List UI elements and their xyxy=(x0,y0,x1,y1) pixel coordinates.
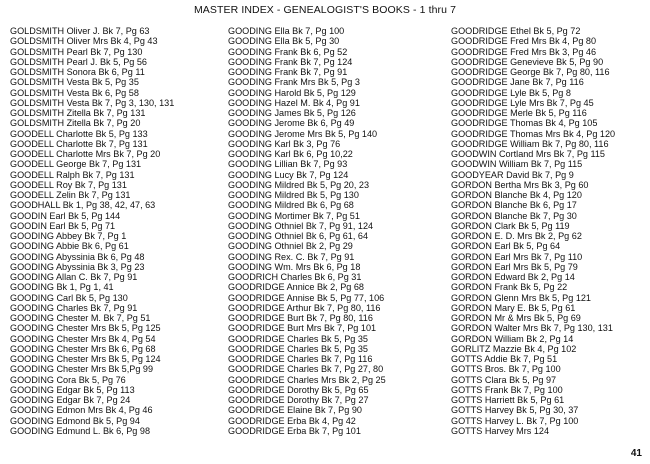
index-entry: GOODRIDGE Erba Bk 7, Pg 101 xyxy=(228,424,361,436)
index-entry: GOLDSMITH Vesta Bk 6, Pg 58 xyxy=(10,86,139,98)
index-entry: GOODRIDGE Erba Bk 4, Pg 42 xyxy=(228,414,356,426)
index-entry: GOODRIDGE Fred Mrs Bk 3, Pg 46 xyxy=(451,45,597,57)
index-entry: GOODING Othniel Bk 6, Pg 61, 64 xyxy=(228,230,369,241)
index-entry: GOTTS Clara Bk 5, Pg 97 xyxy=(451,373,557,385)
index-entry: GOODING Chester Mrs Bk 6, Pg 68 xyxy=(10,342,156,354)
index-entry: GOTTS Bros. Bk 7, Pg 100 xyxy=(451,363,561,375)
index-entry: GORDON Blanche Bk 7, Pg 30 xyxy=(451,209,577,221)
index-entry: GOODRIDGE William Bk 7, Pg 80, 116 xyxy=(451,137,609,149)
index-column-2 xyxy=(228,26,443,436)
index-entry: GOODING Karl Bk 6, Pg 10,22 xyxy=(228,148,353,159)
index-entry: GOODING Chester M. Bk 7, Pg 51 xyxy=(10,312,151,323)
index-entry: GOODRIDGE Lyle Bk 5, Pg 8 xyxy=(451,86,571,98)
index-entry: GOODRIDGE Charles Bk 5, Pg 35 xyxy=(228,332,368,344)
index-entry: GOLDSMITH Sonora Bk 6, Pg 11 xyxy=(10,66,145,77)
index-entry: GORDON Earl Mrs Bk 7, Pg 110 xyxy=(451,250,583,262)
index-entry: GOODING Allan C. Bk 7, Pg 91 xyxy=(10,271,138,282)
page-header: MASTER INDEX - GENEALOGIST'S BOOKS - 1 thru 7 xyxy=(193,4,457,16)
index-entry: GORDON Earl Mrs Bk 5, Pg 79 xyxy=(451,260,578,272)
index-entry: GOODRIDGE Burt Mrs Bk 7, Pg 101 xyxy=(228,322,377,334)
index-entry: GOODING Harold Bk 5, Pg 129 xyxy=(228,86,356,98)
index-entry: GOODRIDGE Annice Bk 2, Pg 68 xyxy=(228,281,364,293)
index-entry: GOODRIDGE Thomas Bk 4, Pg 105 xyxy=(451,117,598,129)
index-entry: GOODING Bk 1, Pg 1, 41 xyxy=(10,281,114,293)
index-entry: GOODING Chester Mrs Bk 4, Pg 54 xyxy=(10,332,156,344)
index-entry: GORDON E. D. Mrs Bk 2, Pg 62 xyxy=(451,230,582,241)
index-entry: GOODING Chester Mrs Bk 5,Pg 99 xyxy=(10,363,154,375)
index-entry: GOODELL Charlotte Bk 5, Pg 133 xyxy=(10,127,148,139)
index-entry: GOODING Ella Bk 7, Pg 100 xyxy=(228,25,345,36)
index-entry: GORLITZ Mazzie Bk 4, Pg 102 xyxy=(451,342,577,354)
index-entry: GOODIN Earl Bk 5, Pg 71 xyxy=(10,219,116,231)
index-entry: GOODING Edgar Bk 5, Pg 113 xyxy=(10,383,135,395)
index-entry: GOLDSMITH Pearl J. Bk 5, Pg 56 xyxy=(10,55,147,67)
index-entry: GOODING Lillian Bk 7, Pg 93 xyxy=(228,158,348,170)
index-entry: GOODING Carl Bk 5, Pg 130 xyxy=(10,291,128,303)
index-entry: GOODING Abyssinia Bk 3, Pg 23 xyxy=(10,260,145,272)
index-entry: GOODING Karl Bk 3, Pg 76 xyxy=(228,137,341,149)
index-entry: GOLDSMITH Vesta Bk 7, Pg 3, 130, 131 xyxy=(10,96,175,108)
index-entry: GOODING Abbie Bk 6, Pg 61 xyxy=(10,240,129,252)
index-entry: GOODRIDGE Thomas Mrs Bk 4, Pg 120 xyxy=(451,127,616,139)
index-entry: GORDON Mr & Mrs Bk 5, Pg 69 xyxy=(451,312,581,323)
index-entry: GORDON Blanche Bk 4, Pg 120 xyxy=(451,189,582,200)
index-entry: GOODING Othniel Bk 7, Pg 91, 124 xyxy=(228,219,374,231)
index-entry: GOODING Edmund L. Bk 6, Pg 98 xyxy=(10,424,151,436)
index-entry: GORDON Walter Mrs Bk 7, Pg 130, 131 xyxy=(451,322,613,334)
index-entry: GORDON Frank Bk 5, Pg 22 xyxy=(451,281,568,293)
index-entry: GOLDSMITH Zitella Bk 7, Pg 20 xyxy=(10,117,141,129)
index-entry: GOODWIN William Bk 7, Pg 115 xyxy=(451,158,583,170)
index-entry: GOODIN Earl Bk 5, Pg 144 xyxy=(10,209,121,221)
index-entry: GOODRIDGE Charles Bk 7, Pg 116 xyxy=(228,353,373,364)
index-entry: GOODELL Charlotte Bk 7, Pg 131 xyxy=(10,137,148,149)
index-entry: GOODING Frank Bk 7, Pg 91 xyxy=(228,66,348,77)
index-entry: GORDON Blanche Bk 6, Pg 17 xyxy=(451,199,577,211)
index-entry: GOODING Mortimer Bk 7, Pg 51 xyxy=(228,209,360,221)
index-column-1 xyxy=(10,26,220,436)
page-number: 41 xyxy=(630,448,642,459)
index-entry: GOTTS Frank Bk 7, Pg 100 xyxy=(451,383,563,395)
index-entry: GOODRIDGE Charles Mrs Bk 2, Pg 25 xyxy=(228,373,386,385)
index-entry: GOODING Rex. C. Bk 7, Pg 91 xyxy=(228,250,355,262)
index-entry: GOLDSMITH Zitella Bk 7, Pg 131 xyxy=(10,107,146,118)
index-entry: GOLDSMITH Oliver J. Bk 7, Pg 63 xyxy=(10,25,150,36)
index-entry: GOODING Mildred Bk 5, Pg 20, 23 xyxy=(228,178,370,190)
index-entry: GOODING Chester Mrs Bk 5, Pg 124 xyxy=(10,353,161,364)
index-entry: GOODRIDGE Burt Bk 7, Pg 80, 116 xyxy=(228,312,373,323)
index-entry: GOLDSMITH Oliver Mrs Bk 4, Pg 43 xyxy=(10,35,158,47)
index-column-3 xyxy=(451,26,649,436)
index-entry: GOODELL Roy Bk 7, Pg 131 xyxy=(10,178,127,190)
index-entry: GOODRIDGE Charles Bk 7, Pg 27, 80 xyxy=(228,363,384,375)
index-entry: GOTTS Addie Bk 7, Pg 51 xyxy=(451,353,558,364)
index-entry: GOODING Frank Bk 6, Pg 52 xyxy=(228,45,348,57)
index-entry: GORDON Glenn Mrs Bk 5, Pg 121 xyxy=(451,291,591,303)
index-entry: GOODING Wm. Mrs Bk 6, Pg 18 xyxy=(228,260,361,272)
index-entry: GOODRIDGE Annise Bk 5, Pg 77, 106 xyxy=(228,291,385,303)
index-entry: GOTTS Harriett Bk 5, Pg 61 xyxy=(451,394,565,405)
index-entry: GOODRIDGE Jane Bk 7, Pg 116 xyxy=(451,76,584,88)
index-entry: GORDON Clark Bk 5, Pg 119 xyxy=(451,219,570,231)
index-entry: GOODING Ella Bk 5, Pg 30 xyxy=(228,35,340,47)
index-entry: GOODING Edmon Mrs Bk 4, Pg 46 xyxy=(10,404,153,416)
index-entry: GOODING Abbey Bk 7, Pg 1 xyxy=(10,230,127,241)
index-entry: GOODRICH Charles Bk 6, Pg 31 xyxy=(228,271,362,282)
index-entry: GOODING Mildred Bk 5, Pg 130 xyxy=(228,189,359,200)
index-entry: GOLDSMITH Vesta Bk 5, Pg 35 xyxy=(10,76,139,88)
index-entry: GOODELL Ralph Bk 7, Pg 131 xyxy=(10,168,135,180)
index-entry: GOODING Charles Bk 7, Pg 91 xyxy=(10,301,138,313)
index-entry: GOTTS Harvey Bk 5, Pg 30, 37 xyxy=(451,404,579,416)
index-entry: GOODWIN Cortland Mrs Bk 7, Pg 115 xyxy=(451,148,605,159)
index-entry: GOODING Chester Mrs Bk 5, Pg 125 xyxy=(10,322,161,334)
index-entry: GOODELL George Bk 7, Pg 131 xyxy=(10,158,142,170)
index-entry: GOODING Cora Bk 5, Pg 76 xyxy=(10,373,126,385)
index-entry: GOODING Frank Bk 7, Pg 124 xyxy=(228,55,353,67)
index-entry: GOODRIDGE Dorothy Bk 5, Pg 65 xyxy=(228,383,369,395)
index-entry: GOLDSMITH Pearl Bk 7, Pg 130 xyxy=(10,45,143,57)
index-entry: GOODRIDGE George Bk 7, Pg 80, 116 xyxy=(451,66,610,77)
index-entry: GOODRIDGE Charles Bk 5, Pg 35 xyxy=(228,342,368,354)
index-entry: GOODRIDGE Arthur Bk 7, Pg 80, 116 xyxy=(228,301,381,313)
index-entry: GOODRIDGE Elaine Bk 7, Pg 90 xyxy=(228,404,362,416)
index-entry: GOODING Mildred Bk 6, Pg 68 xyxy=(228,199,354,211)
index-entry: GOODING Lucy Bk 7, Pg 124 xyxy=(228,168,349,180)
index-entry: GOODELL Charlotte Mrs Bk 7, Pg 20 xyxy=(10,148,161,159)
index-entry: GOODRIDGE Dorothy Bk 7, Pg 27 xyxy=(228,394,369,405)
index-entry: GOODING Othniel Bk 2, Pg 29 xyxy=(228,240,353,252)
index-entry: GOODELL Zelin Bk 7, Pg 131 xyxy=(10,189,131,200)
index-entry: GOODRIDGE Merle Bk 5, Pg 116 xyxy=(451,107,587,118)
index-entry: GOTTS Harvey L. Bk 7, Pg 100 xyxy=(451,414,579,426)
index-entry: GOODRIDGE Lyle Mrs Bk 7, Pg 45 xyxy=(451,96,594,108)
index-entry: GORDON William Bk 2, Pg 14 xyxy=(451,332,574,344)
index-entry: GORDON Edward Bk 2, Pg 14 xyxy=(451,271,575,282)
index-entry: GORDON Mary E. Bk 5, Pg 61 xyxy=(451,301,576,313)
index-entry: GOODING Frank Mrs Bk 5, Pg 3 xyxy=(228,76,360,88)
index-entry: GOODING James Bk 5, Pg 126 xyxy=(228,107,356,118)
index-entry: GOODHALL Bk 1, Pg 38, 42, 47, 63 xyxy=(10,199,156,211)
index-entry: GOODYEAR David Bk 7, Pg 9 xyxy=(451,168,574,180)
index-entry: GOODRIDGE Ethel Bk 5, Pg 72 xyxy=(451,25,581,36)
index-entry: GOODING Jerome Bk 6, Pg 49 xyxy=(228,117,355,129)
index-entry: GOODRIDGE Genevieve Bk 5, Pg 90 xyxy=(451,55,604,67)
index-entry: GOODING Edgar Bk 7, Pg 24 xyxy=(10,394,131,405)
index-entry: GOODING Jerome Mrs Bk 5, Pg 140 xyxy=(228,127,378,139)
index-entry: GOTTS Harvey Mrs 124 xyxy=(451,424,550,436)
index-entry: GOODING Hazel M. Bk 4, Pg 91 xyxy=(228,96,360,108)
index-entry: GOODING Abyssinia Bk 6, Pg 48 xyxy=(10,250,145,262)
index-entry: GORDON Bertha Mrs Bk 3, Pg 60 xyxy=(451,178,589,190)
index-entry: GOODING Edmond Bk 5, Pg 94 xyxy=(10,414,140,426)
index-entry: GOODRIDGE Fred Mrs Bk 4, Pg 80 xyxy=(451,35,597,47)
index-entry: GORDON Earl Bk 5, Pg 64 xyxy=(451,240,561,252)
